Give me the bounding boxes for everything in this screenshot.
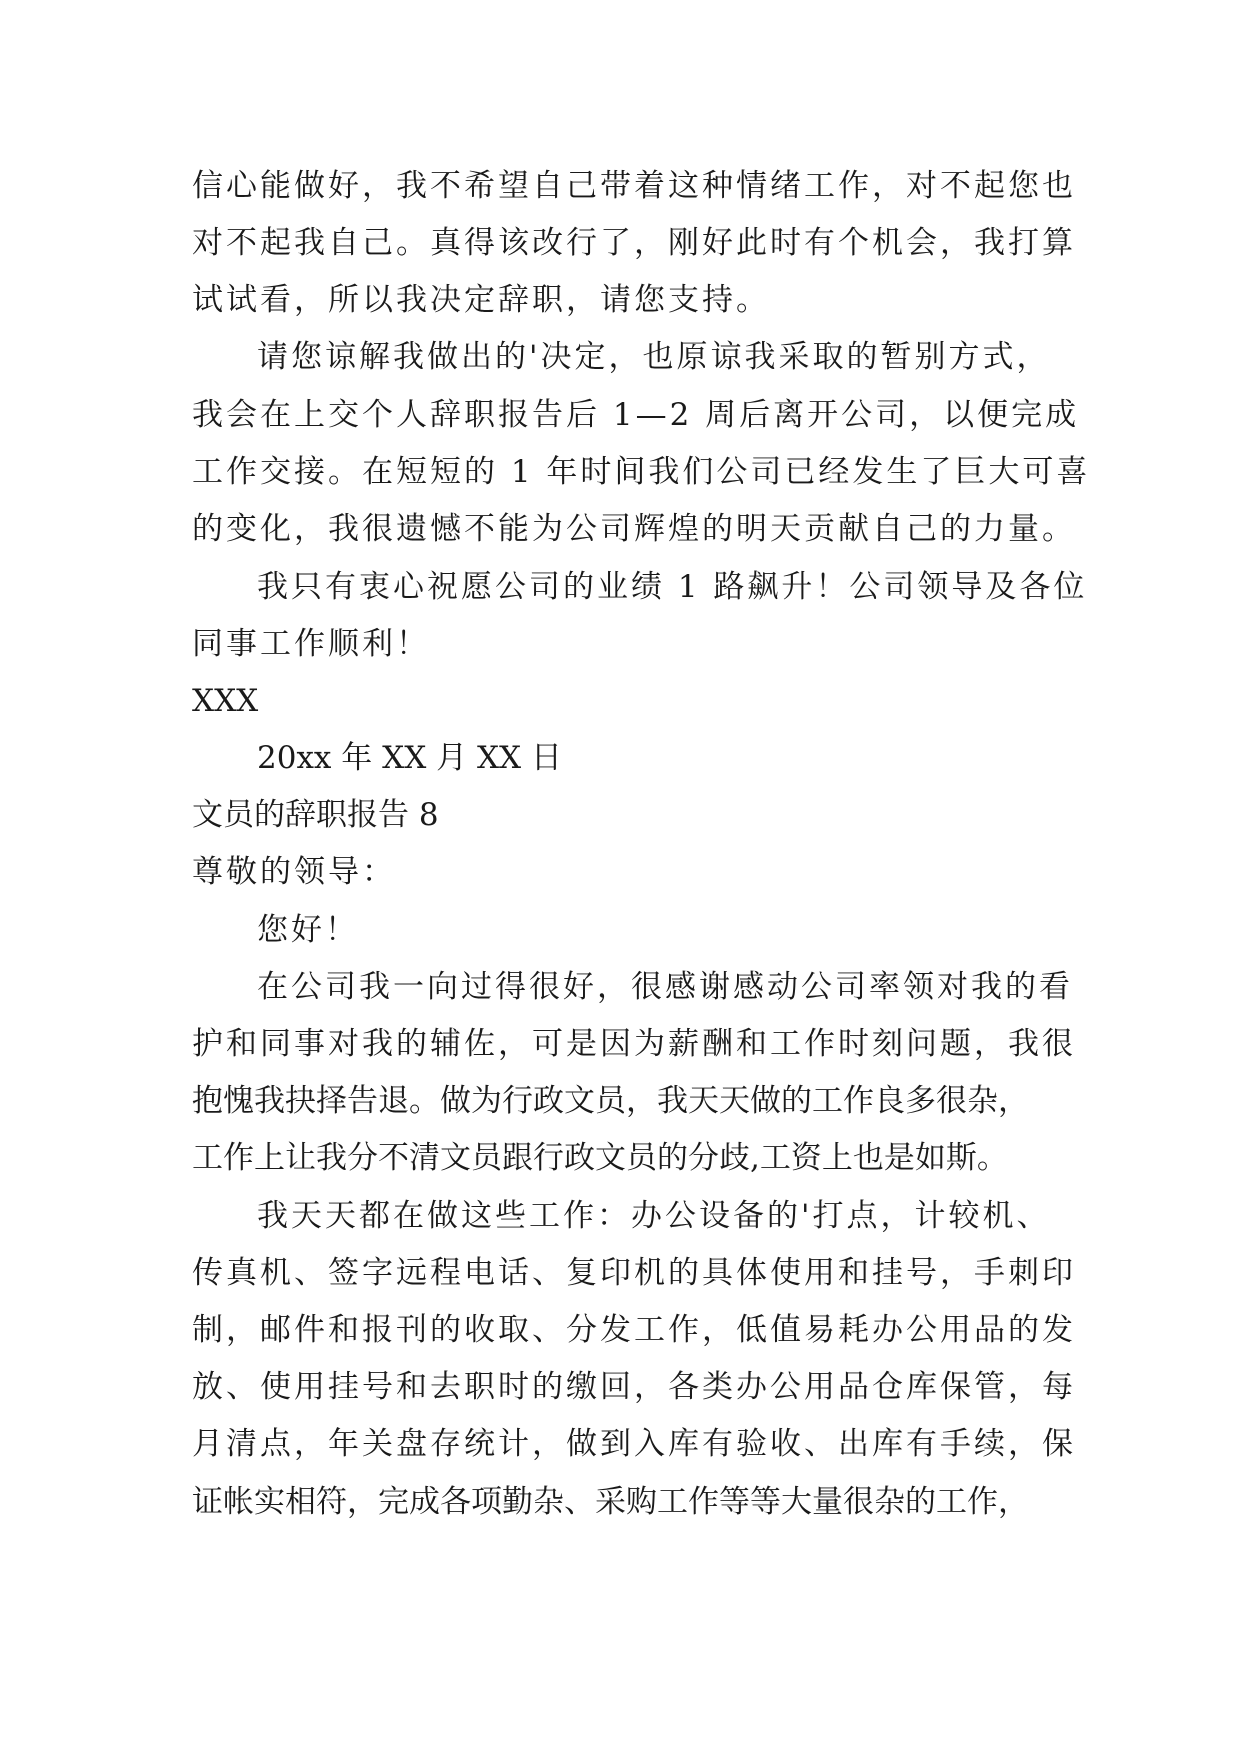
text-line: 工作上让我分不清文员跟行政文员的分歧,工资上也是如斯。 xyxy=(192,1140,1008,1176)
greeting: 您好！ xyxy=(257,912,359,948)
text-line: 工作交接。在短短的 1 年时间我们公司已经发生了巨大可喜 xyxy=(192,454,1091,490)
text-line: 护和同事对我的辅佐，可是因为薪酬和工作时刻问题，我很 xyxy=(192,1026,1076,1062)
text-line: 传真机、签字远程电话、复印机的具体使用和挂号，手刺印 xyxy=(192,1255,1076,1291)
text-line: 我天天都在做这些工作：办公设备的'打点，计较机、 xyxy=(257,1198,1051,1234)
signature-date: 20xx 年 XX 月 XX 日 xyxy=(257,740,562,776)
text-line: 信心能做好，我不希望自己带着这种情绪工作，对不起您也 xyxy=(192,168,1076,204)
text-line: 试试看，所以我决定辞职，请您支持。 xyxy=(192,282,770,318)
section-title: 文员的辞职报告 8 xyxy=(192,797,439,833)
signature-name: XXX xyxy=(192,683,259,719)
text-line: 在公司我一向过得很好，很感谢感动公司率领对我的看 xyxy=(257,969,1073,1005)
text-line: 抱愧我抉择告退。做为行政文员，我天天做的工作良多很杂， xyxy=(192,1083,1029,1119)
text-line: 我只有衷心祝愿公司的业绩 1 路飙升！公司领导及各位 xyxy=(257,569,1088,605)
text-line: 放、使用挂号和去职时的缴回，各类办公用品仓库保管，每 xyxy=(192,1369,1076,1405)
text-line: 证帐实相符，完成各项勤杂、采购工作等等大量很杂的工作， xyxy=(192,1484,1029,1520)
salutation: 尊敬的领导： xyxy=(192,854,396,890)
text-line: 的变化，我很遗憾不能为公司辉煌的明天贡献自己的力量。 xyxy=(192,511,1076,547)
text-line: 对不起我自己。真得该改行了，刚好此时有个机会，我打算 xyxy=(192,225,1076,261)
text-line: 我会在上交个人辞职报告后 1—2 周后离开公司，以便完成 xyxy=(192,397,1080,433)
text-line: 请您谅解我做出的'决定，也原谅我采取的暂别方式， xyxy=(257,339,1051,375)
text-line: 同事工作顺利！ xyxy=(192,626,430,662)
text-line: 制，邮件和报刊的收取、分发工作，低值易耗办公用品的发 xyxy=(192,1312,1076,1348)
text-line: 月清点，年关盘存统计，做到入库有验收、出库有手续，保 xyxy=(192,1426,1076,1462)
